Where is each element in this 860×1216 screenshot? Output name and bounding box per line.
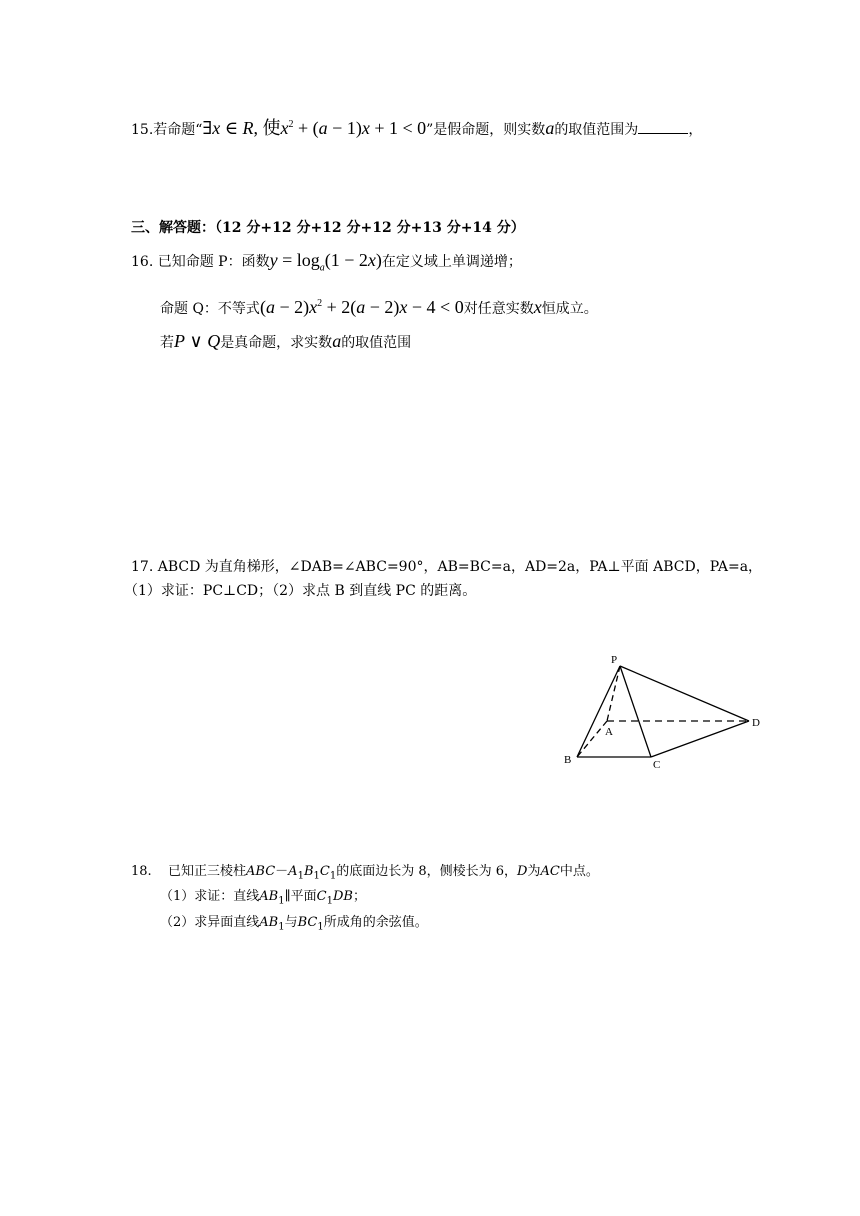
question-16-line-2: 命题 Q：不等式$(a - 2)x^2 + 2(a - 2)x - 4 < 0$对任意实数x恒成立。 — [160, 297, 598, 317]
edge-CD — [651, 721, 749, 757]
question-17-line-1: 17. ABCD 为直角梯形，∠DAB=∠ABC=90°，AB=BC=a，AD=2a，PA⊥平面 ABCD，PA=a， — [131, 559, 763, 575]
label-P: P — [611, 654, 618, 666]
edge-PA-hidden — [607, 666, 620, 721]
label-D: D — [752, 717, 760, 729]
edge-PC — [620, 666, 651, 757]
label-B: B — [564, 754, 572, 766]
q15-var-a: a — [545, 118, 555, 138]
edge-PD — [620, 666, 749, 721]
question-17-line-2: （1）求证：PC⊥CD；（2）求点 B 到直线 PC 的距离。 — [124, 583, 477, 599]
q16-inequality: $(a - 2)x^2 + 2(a - 2)x - 4 < 0$ — [259, 297, 464, 317]
question-15: 15.若命题“∃x ∈ R, 使$x^2 + (a - 1)x + 1 < 0$”是假命题，则实数a的取值范围为 ， — [131, 118, 703, 138]
label-C: C — [653, 759, 661, 771]
question-16-line-3: 若P ∨ Q是真命题，求实数a的取值范围 — [160, 331, 412, 351]
question-18-line-3: （2）求异面直线$AB_1$与$BC_1$所成角的余弦值。 — [160, 915, 428, 933]
q16-log-formula: $y = \log_a(1 - 2x)$ — [269, 250, 382, 274]
section-3-title: 三、解答题：（12 分+12 分+12 分+12 分+13 分+14 分） — [131, 220, 525, 236]
question-16-line-1: 16. 已知命题 P：函数$y = \log_a(1 - 2x)$在定义域上单调递增； — [131, 250, 522, 274]
label-A: A — [605, 726, 613, 738]
question-18-line-1: 18. 已知正三棱柱$ABC-A_1B_1C_1$的底面边长为 8，侧棱长为 6，D为AC中点。 — [131, 864, 599, 882]
edge-PB — [577, 666, 620, 757]
q15-answer-blank[interactable] — [638, 121, 688, 134]
pyramid-figure — [556, 650, 776, 775]
q15-prefix: 15.若命题“ — [131, 122, 203, 138]
q15-suffix1: ”是假命题，则实数 — [426, 122, 546, 138]
q15-formula: ∃x ∈ R, 使$x^2 + (a - 1)x + 1 < 0$ — [202, 118, 427, 138]
question-18-line-2: （1）求证：直线$AB_1\parallel$平面$C_1DB$； — [160, 889, 366, 907]
q15-suffix2: 的取值范围为 — [554, 122, 639, 138]
